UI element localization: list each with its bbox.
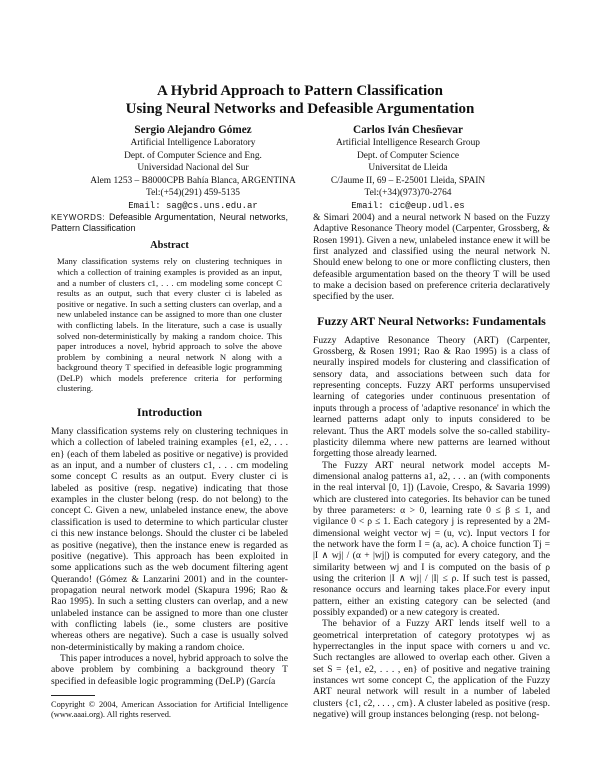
introduction-paragraph: This paper introduces a novel, hybrid approach to solve the above problem by combining a background theory T specified in defeasible logic programming (DeLP) (García	[51, 652, 288, 687]
author-affiliation-line: Artificial Intelligence Research Group	[336, 138, 480, 148]
right-column	[313, 212, 550, 720]
fuzzy-art-paragraph: The behavior of a Fuzzy ART lends itself well to a geometrical interpretation of category prototypes wj as hyperrectangles in the input space with corners u and vc. Such rectangles are allowed to overlap each other. Given a set S = {e1, e2, . . . , en} of positive and negative training instances wrt some concept C, the application of the Fuzzy ART neural network will result in a number of labeled clusters {c1, c2, . . . , cm}. A cluster labeled as positive (resp. negative) will group instances belonging (resp. not belong-	[313, 618, 550, 721]
keywords-text: Defeasible Argumentation, Neural networks, Pattern Classification	[51, 212, 288, 233]
left-column	[51, 212, 288, 721]
author-phone: Tel:(+34)(973)70-2764	[364, 188, 452, 199]
author-email: Email: sag@cs.uns.edu.ar	[128, 200, 258, 211]
author-email: Email: cic@eup.udl.es	[351, 200, 465, 211]
keywords-label: KEYWORDS:	[51, 213, 106, 222]
abstract-text: Many classification systems rely on clustering techniques in which a collection of training examples is provided as an input, and a number of clusters c1, . . . cm modeling some concept C results as an output, such that every cluster ci is labeled as positive or negative. In such a setting clusters can overlap, and a new unlabeled instance can be assigned to more than one cluster with conflicting labels. In the literature, such a case is usually solved non-deterministically by making a random choice. This paper introduces a novel, hybrid approach to solve the above problem by combining a neural network N along with a background theory T specified in defeasible logic programming (DeLP) which models preference criteria for performing clustering.	[57, 256, 282, 394]
author-affiliation-line: Alem 1253 – B8000CPB Bahía Blanca, ARGENTINA	[90, 175, 296, 186]
fuzzy-art-paragraph: Fuzzy Adaptive Resonance Theory (ART) (Carpenter, Grossberg, & Rosen 1991; Rao & Rao 1995) is a class of neurally inspired models for clustering and classification of sensory data, and associations between such data for representing concepts. Fuzzy ART performs unsupervised learning of categories under continuous presentation of inputs through a process of 'adaptive resonance' in which the learned patterns adapt only to inputs considered to be relevant. Thus the ART models solve the so-called stability-plasticity dilemma where new patterns are learned without forgetting those already learned.	[313, 334, 550, 460]
author-name: Sergio Alejandro Gómez	[134, 124, 252, 136]
author-affiliation-line: Dept. of Computer Science and Eng.	[124, 150, 262, 161]
author-affiliation-line: C/Jaume II, 69 – E-25001 Lleida, SPAIN	[330, 175, 486, 186]
copyright-notice: Copyright © 2004, American Association for Artificial Intelligence (www.aaai.org). All rights reserved.	[51, 699, 288, 720]
introduction-paragraph: Many classification systems rely on clustering techniques in which a collection of labeled training examples {e1, e2, . . . en} (each of them labeled as positive or negative) is provided as an input, and a number of clusters c1, . . . cm modeling some concept C results as an output. Every cluster ci is labeled as positive (resp. negative) indicating that those examples in the cluster belong (resp. do not belong) to the concept C. Given a new, unlabeled instance enew, the above classification is used to determine to which particular cluster ci this new instance belongs. Should the cluster ci be labeled as positive (negative), then the instance enew is regarded as positive (negative). This approach has been exploited in some applications such as the web document filtering agent Querando! (Gómez & Lanzarini 2001) and in the counter-propagation neural network model (Skapura 1996; Rao & Rao 1995). In such a setting clusters can overlap, and a new unlabeled instance can be assigned to more than one cluster with conflicting labels (ie., some clusters are positive whereas others are negative). Such a case is usually solved non-deterministically by making a random choice.	[51, 426, 288, 653]
author-name: Carlos Iván Chesñevar	[352, 124, 463, 136]
author-affiliation-line: Artificial Intelligence Laboratory	[130, 138, 256, 148]
abstract-heading: Abstract	[150, 240, 189, 251]
author-block-1	[88, 123, 298, 213]
footnote-rule	[51, 695, 95, 696]
introduction-heading: Introduction	[136, 405, 203, 420]
author-affiliation-line: Dept. of Computer Science	[356, 150, 460, 161]
title-line-2: Using Neural Networks and Defeasible Argumentation	[125, 101, 475, 117]
fuzzy-art-paragraph: The Fuzzy ART neural network model accepts M-dimensional analog patterns a1, a2, . . . an (with components in the real interval [0, 1]) (Lavoie, Crespo, & Savaria 1999) which are clustered into categories. Its behavior can be tuned by three parameters: α > 0, learning rate 0 ≤ β ≤ 1, and vigilance 0 < ρ ≤ 1. Each category j is represented by a 2M-dimensional weight vector wj = (u, vc). Input vectors I for the network have the form I = (a, ac). A choice function Tj = |I ∧ wj| / (α + |wj|) is computed for every category, and the similarity between wj and I is computed on the basis of ρ using the criterion |I ∧ wj| / |I| ≤ ρ. If such test is passed, resonance occurs and learning takes place.For every input pattern, either an existing category can be selected (and possibly expanded) or a new category is created.	[313, 459, 550, 618]
introduction-continued: & Simari 2004) and a neural network N based on the Fuzzy Adaptive Resonance Theory model (Carpenter, Grossberg, & Rosen 1991). Given a new, unlabeled instance enew it will be first analyzed and classified using the neural network N. Should enew belong to one or more conflicting clusters, then defeasible argumentation based on the theory T will be used to make a decision based on preference criteria declaratively specified by the user.	[313, 212, 550, 303]
title-line-1: A Hybrid Approach to Pattern Classification	[157, 83, 443, 99]
paper-title	[0, 82, 600, 118]
keywords	[51, 212, 288, 234]
author-affiliation-line: Universitat de Lleida	[368, 163, 448, 174]
fuzzy-art-heading: Fuzzy ART Neural Networks: Fundamentals	[317, 313, 546, 328]
author-affiliation-line: Universidad Nacional del Sur	[137, 163, 249, 174]
author-phone: Tel:(+54)(291) 459-5135	[146, 188, 240, 199]
author-block-2	[308, 123, 508, 213]
